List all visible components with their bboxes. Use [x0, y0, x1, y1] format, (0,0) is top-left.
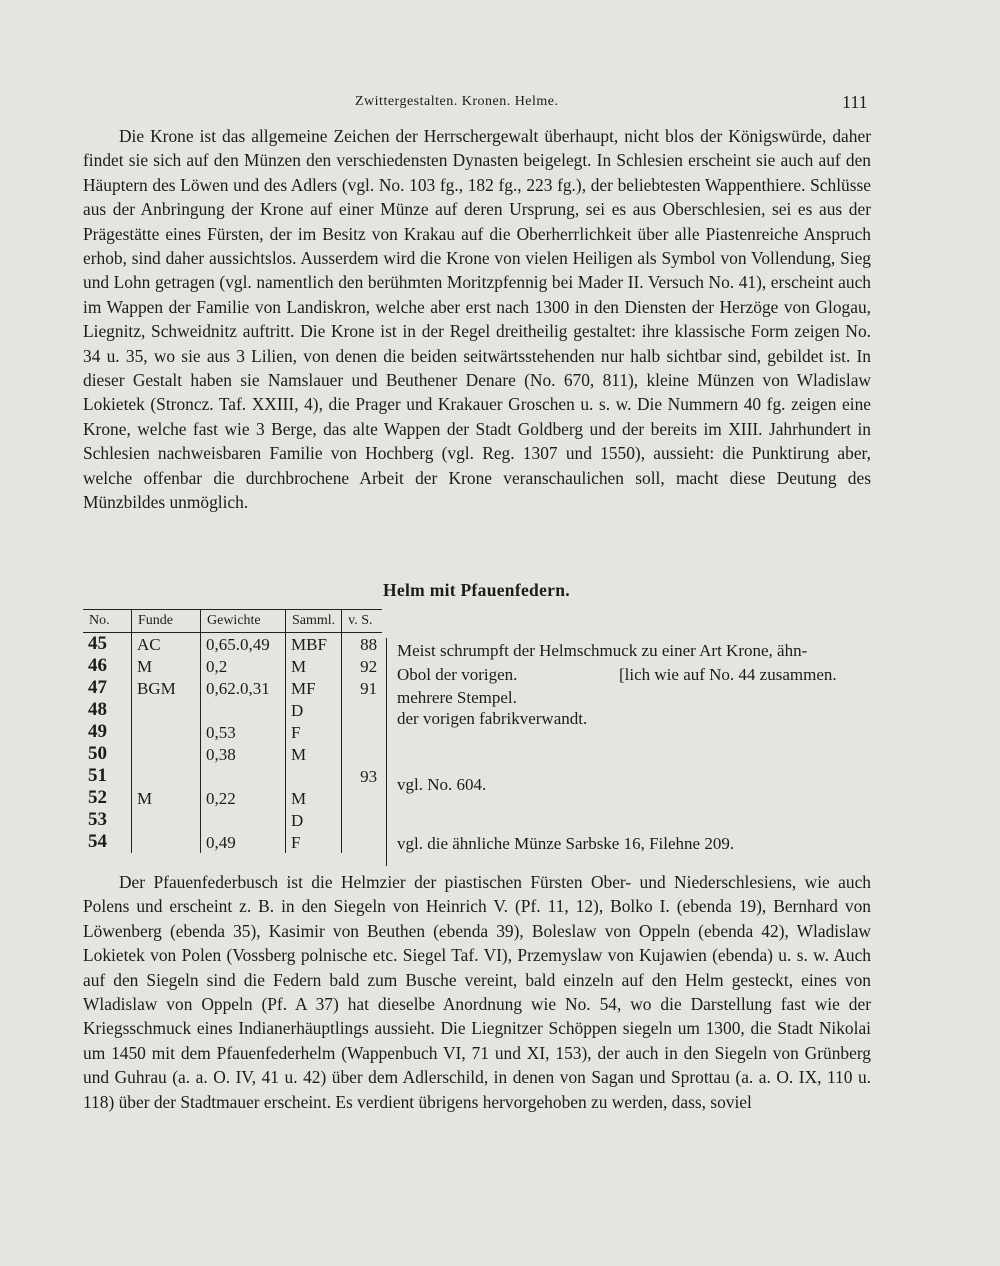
note-line: Obol der vorigen.: [397, 665, 518, 684]
cell-vs: [342, 809, 383, 831]
cell-funde: M: [132, 787, 201, 809]
cell-funde: [132, 831, 201, 853]
cell-vs: [342, 743, 383, 765]
cell-samml: F: [286, 721, 342, 743]
paragraph-crown: Die Krone ist das allgemeine Zeichen der Herrschergewalt überhaupt, nicht blos der Königswürde, daher findet sie sich auf den Münzen den verschiedensten Dynasten beigelegt. In Schlesien erscheint sie auch auf den Häuptern des Löwen und des Adlers (vgl. No. 103 fg., 182 fg., 223 fg.), der beliebtesten Wappenthiere. Schlüsse aus der Anbringung der Krone auf einer Münze auf deren Ursprung, sei es aus Oberschlesien, sei es aus der Prägestätte eines Fürsten, der im Besitz von Krakau auf die Oberherrlichkeit über alle Piastenreiche Anspruch erhob, sind daher aussichtslos. Ausserdem wird die Krone von vielen Heiligen als Symbol von Vollendung, Sieg und Lohn getragen (vgl. namentlich den berühmten Moritzpfennig bei Mader II. Versuch No. 41), erscheint auch im Wappen der Familie von Landiskron, welche aber erst nach 1300 in den Diensten der Herzöge von Glogau, Liegnitz, Schweidnitz auftritt. Die Krone ist in der Regel dreitheilig gestaltet: ihre klassische Form zeigen No. 34 u. 35, wo sie aus 3 Lilien, von denen die beiden seitwärtsstehenden nur halb sichtbar sind, gebildet ist. In dieser Gestalt haben sie Namslauer und Beuthener Denare (No. 670, 811), kleine Münzen von Wladislaw Lokietek (Stroncz. Taf. XXIII, 4), die Prager und Krakauer Groschen u. s. w. Die Nummern 40 fg. zeigen eine Krone, welche fast wie 3 Berge, das alte Wappen der Stadt Goldberg und der bereits im XIII. Jahrhundert in Schlesien nachweisbaren Familie von Hochberg (vgl. Reg. 1307 und 1550), aussieht: die Punktirung aber, welche offenbar die durchbrochene Arbeit der Krone veranschaulichen soll, macht diese Deutung des Münzbildes unmöglich.: [83, 126, 871, 513]
paragraph-peacock-feathers: Der Pfauenfederbusch ist die Helmzier der piastischen Fürsten Ober- und Niederschlesiens, wie auch Polens und erscheint z. B. in den Siegeln von Heinrich V. (Pf. 11, 12), Bolko I. (ebenda 19), Bernhard von Löwenberg (ebenda 35), Kasimir von Beuthen (ebenda 39), Boleslaw von Oppeln (ebenda 42), Wladislaw Lokietek von Polen (Vossberg polnische etc. Siegel Taf. VI), Przemyslaw von Kujawien (ebenda) u. s. w. Auch auf den Siegeln sind die Federn bald zum Busche vereint, bald einzeln auf den Helm gesteckt, eines von Wladislaw von Oppeln (Pf. A 37) hat dieselbe Anordnung wie No. 54, wo die Darstellung fast wie der Kriegsschmuck eines Indianerhäuptlings aussieht. Die Liegnitzer Schöppen siegeln um 1300, die Stadt Nikolai um 1450 mit dem Pfauenfederhelm (Wappenbuch VI, 71 und XI, 153), der auch in den Siegeln von Grünberg und Guhrau (a. a. O. IV, 41 u. 42) über dem Adlerschild, in denen von Sagan und Sprottau (a. a. O. IX, 110 u. 118) über der Stadtmauer erscheint. Es verdient übrigens hervorgehoben zu werden, dass, soviel: [83, 872, 871, 1112]
cell-no: 46: [88, 655, 107, 676]
cell-funde: M: [132, 655, 201, 677]
cell-gewichte: [201, 699, 286, 721]
cell-no: 45: [88, 633, 107, 654]
table-row: [83, 633, 382, 656]
cell-vs: [342, 721, 383, 743]
cell-no: 49: [88, 721, 107, 742]
cell-samml: MBF: [286, 633, 342, 656]
cell-vs: 91: [342, 677, 383, 699]
page-number: 111: [842, 92, 868, 112]
cell-gewichte: 0,65.0,49: [201, 633, 286, 656]
running-title: Zwittergestalten. Kronen. Helme.: [355, 94, 559, 109]
cell-samml: F: [286, 831, 342, 853]
cell-samml: M: [286, 743, 342, 765]
table-row: [83, 809, 382, 831]
table-row: [83, 743, 382, 765]
cell-vs: [342, 787, 383, 809]
note-line: Meist schrumpft der Helmschmuck zu einer Art Krone, ähn-: [397, 641, 808, 660]
cell-funde: BGM: [132, 677, 201, 699]
cell-samml: [286, 765, 342, 787]
table-row: [83, 787, 382, 809]
cell-gewichte: 0,49: [201, 831, 286, 853]
cell-gewichte: [201, 809, 286, 831]
cell-vs: 88: [342, 633, 383, 656]
cell-gewichte: [201, 765, 286, 787]
coin-table: [83, 609, 382, 853]
col-header-samml: Samml.: [286, 610, 342, 633]
cell-vs: [342, 831, 383, 853]
table-header-row: [83, 610, 382, 633]
cell-samml: D: [286, 699, 342, 721]
cell-samml: M: [286, 655, 342, 677]
cell-samml: D: [286, 809, 342, 831]
cell-no: 54: [88, 831, 107, 852]
table-row: [83, 831, 382, 853]
section-title: Helm mit Pfauenfedern.: [383, 580, 570, 600]
cell-no: 48: [88, 699, 107, 720]
page-header: [0, 92, 1000, 116]
note-line: mehrere Stempel.: [397, 688, 517, 707]
cell-funde: [132, 743, 201, 765]
cell-samml: M: [286, 787, 342, 809]
table-notes: [386, 638, 877, 866]
note-line: vgl. die ähnliche Münze Sarbske 16, Filehne 209.: [397, 834, 735, 853]
note-line: vgl. No. 604.: [397, 775, 487, 794]
cell-no: 52: [88, 787, 107, 808]
col-header-gewichte: Gewichte: [201, 610, 286, 633]
table-row: [83, 677, 382, 699]
cell-gewichte: 0,62.0,31: [201, 677, 286, 699]
table-row: [83, 721, 382, 743]
col-header-no: No.: [83, 610, 132, 633]
note-line: der vorigen fabrikverwandt.: [397, 709, 588, 728]
table-row: [83, 765, 382, 787]
table-row: [83, 699, 382, 721]
cell-gewichte: 0,53: [201, 721, 286, 743]
cell-gewichte: 0,2: [201, 655, 286, 677]
col-header-funde: Funde: [132, 610, 201, 633]
table-row: [83, 655, 382, 677]
cell-vs: 92: [342, 655, 383, 677]
cell-funde: [132, 809, 201, 831]
cell-vs: 93: [342, 765, 383, 787]
cell-vs: [342, 699, 383, 721]
cell-no: 47: [88, 677, 107, 698]
cell-gewichte: 0,22: [201, 787, 286, 809]
cell-samml: MF: [286, 677, 342, 699]
cell-funde: [132, 765, 201, 787]
cell-gewichte: 0,38: [201, 743, 286, 765]
note-line: [lich wie auf No. 44 zusammen.: [619, 665, 837, 684]
cell-no: 53: [88, 809, 107, 830]
cell-funde: [132, 699, 201, 721]
cell-no: 50: [88, 743, 107, 764]
cell-funde: AC: [132, 633, 201, 656]
col-header-vs: v. S.: [342, 610, 383, 633]
cell-funde: [132, 721, 201, 743]
cell-no: 51: [88, 765, 107, 786]
